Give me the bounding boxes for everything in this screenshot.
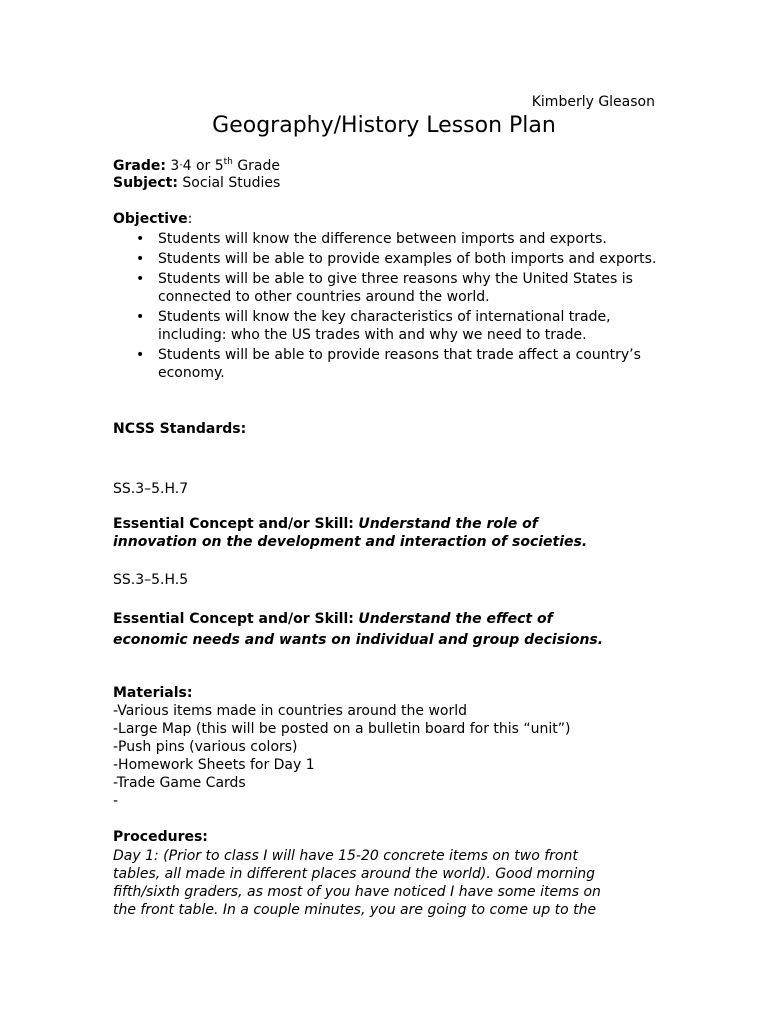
list-item: -Various items made in countries around the world [113, 703, 468, 719]
subject-value: Social Studies [182, 175, 281, 191]
grade-value-post: Grade [237, 158, 281, 174]
list-item: -Large Map (this will be posted on a bulletin board for this “unit”) [113, 721, 571, 737]
bullet-icon: • [136, 271, 145, 287]
objective-item-text: Students will be able to give three reasons why the United States is connected to other countries around the world. [158, 271, 633, 305]
list-item [113, 346, 673, 382]
concept-label: Essential Concept and/or Skill: [113, 516, 354, 532]
grade-label: Grade: [113, 158, 166, 174]
list-item: -Push pins (various colors) [113, 739, 298, 755]
objective-item-text: Students will know the difference between imports and exports. [158, 231, 607, 247]
ncss-heading: NCSS Standards: [113, 421, 247, 437]
materials-heading: Materials: [113, 685, 193, 701]
grade-value-sep: - [179, 160, 183, 170]
procedure-line: tables, all made in different places around the world). Good morning [113, 866, 596, 882]
objective-item-text: Students will be able to provide examples of both imports and exports. [158, 251, 657, 267]
list-item: -Trade Game Cards [113, 775, 246, 791]
concept-text: Understand the role of [358, 516, 538, 532]
objective-list [113, 230, 673, 384]
list-item: - [113, 793, 119, 809]
bullet-icon: • [136, 309, 145, 325]
list-item [113, 250, 673, 268]
page-title: Geography/History Lesson Plan [212, 113, 556, 138]
grade-value-sup: th [223, 157, 233, 167]
objective-heading [113, 210, 192, 228]
grade-value-mid: 4 or 5 [182, 158, 224, 174]
objective-item-text: Students will know the key characteristics of international trade, including: who the US trades with and why we need to trade. [158, 309, 611, 343]
concept-text: innovation on the development and interaction of societies. [113, 534, 588, 550]
procedure-line: fifth/sixth graders, as most of you have noticed I have some items on [113, 884, 601, 900]
materials-list [113, 702, 571, 810]
essential-concept [113, 515, 658, 551]
list-item [113, 270, 673, 306]
concept-text: economic needs and wants on individual and group decisions. [113, 632, 604, 648]
author-name: Kimberly Gleason [531, 94, 655, 110]
bullet-icon: • [136, 251, 145, 267]
procedures-heading: Procedures: [113, 829, 208, 845]
list-item [113, 230, 673, 248]
procedure-line: the front table. In a couple minutes, you are going to come up to the [113, 902, 597, 918]
subject-label: Subject: [113, 175, 178, 191]
essential-concept [113, 609, 658, 651]
list-item: -Homework Sheets for Day 1 [113, 757, 315, 773]
bullet-icon: • [136, 347, 145, 363]
objective-label: Objective [113, 211, 188, 227]
subject-line [113, 174, 280, 192]
objective-colon: : [187, 211, 193, 227]
standard-code: SS.3–5.H.7 [113, 481, 189, 497]
concept-label: Essential Concept and/or Skill: [113, 611, 354, 627]
grade-value-pre: 3 [170, 158, 180, 174]
bullet-icon: • [136, 231, 145, 247]
list-item [113, 308, 673, 344]
standard-code: SS.3–5.H.5 [113, 572, 189, 588]
grade-line [113, 156, 280, 175]
procedure-line: Day 1: (Prior to class I will have 15-20 concrete items on two front [113, 848, 578, 864]
objective-item-text: Students will be able to provide reasons that trade affect a country’s economy. [158, 347, 641, 381]
concept-text: Understand the effect of [358, 611, 553, 627]
